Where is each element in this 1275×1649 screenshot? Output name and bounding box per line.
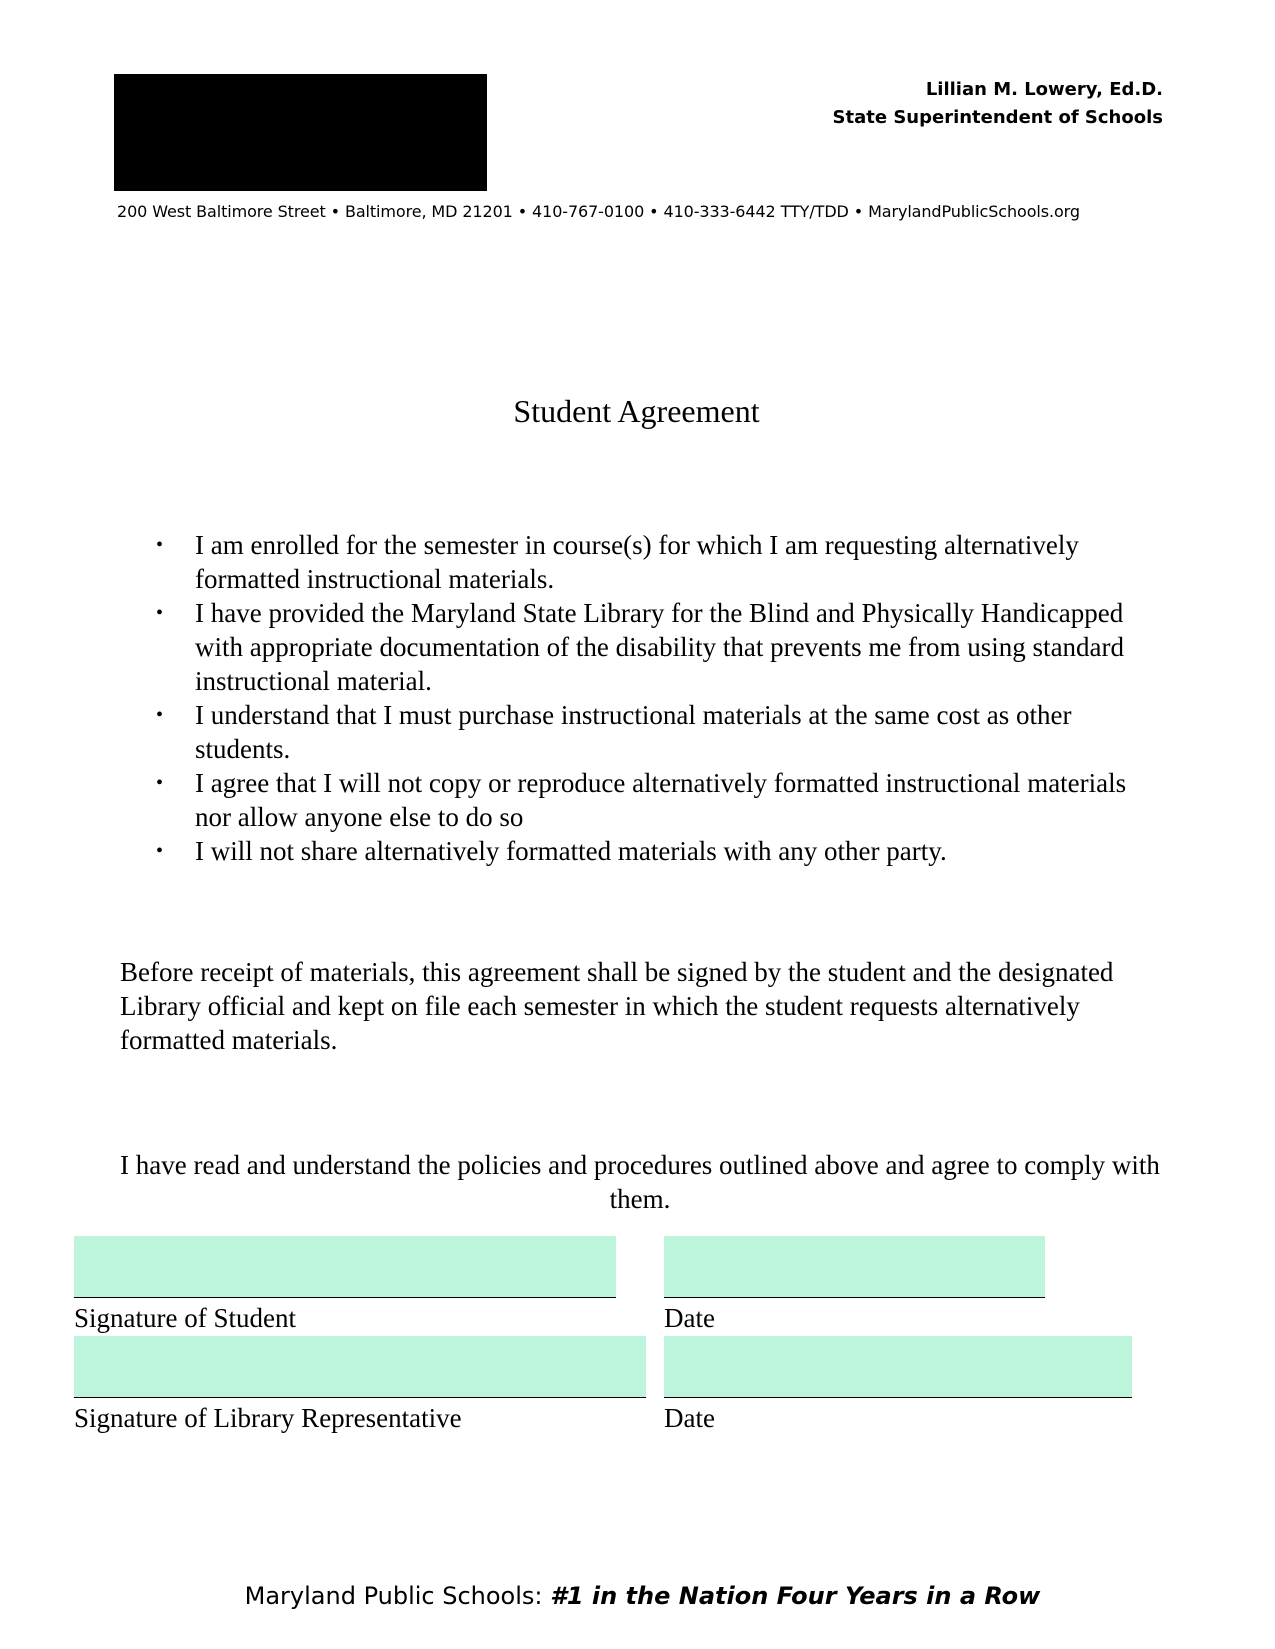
agreement-text: I understand that I must purchase instructional materials at the same cost as other students. xyxy=(195,700,1072,764)
acknowledgement-statement: I have read and understand the policies and procedures outlined above and agree to comply with them. xyxy=(120,1150,1160,1214)
bullet-icon: • xyxy=(156,840,164,862)
library-signature-label: Signature of Library Representative xyxy=(74,1403,462,1433)
student-signature-field[interactable] xyxy=(74,1236,616,1298)
agreement-item xyxy=(156,596,1156,698)
superintendent-block xyxy=(833,76,1163,132)
library-date-label: Date xyxy=(664,1403,715,1433)
agreement-item xyxy=(156,528,1156,596)
library-date-field[interactable] xyxy=(664,1336,1132,1398)
document-title-text: Student Agreement xyxy=(513,393,760,429)
footer-motto-emphasis: #1 in the Nation Four Years in a Row xyxy=(550,1582,1041,1610)
agreement-text: I have provided the Maryland State Library for the Blind and Physically Handicapped with appropriate documentation of the disability that prevents me from using standard instructional material. xyxy=(195,598,1125,696)
student-date-field[interactable] xyxy=(664,1236,1045,1298)
superintendent-name: Lillian M. Lowery, Ed.D. xyxy=(925,79,1163,100)
receipt-paragraph: Before receipt of materials, this agreement shall be signed by the student and the designated Library official and kept on file each semester in which the student requests alternatively formatted materials. xyxy=(120,957,1114,1055)
redacted-logo-block xyxy=(114,74,487,191)
agreement-text: I agree that I will not copy or reproduce alternatively formatted instructional materials nor allow anyone else to do so xyxy=(195,768,1127,832)
student-signature-label: Signature of Student xyxy=(74,1303,296,1333)
agreement-text: I am enrolled for the semester in course(s) for which I am requesting alternatively formatted instructional materials. xyxy=(195,530,1079,594)
document-title xyxy=(0,393,1275,430)
bullet-icon: • xyxy=(156,704,164,726)
footer-motto xyxy=(0,1582,1275,1610)
agreement-item xyxy=(156,834,1156,868)
address-line: 200 West Baltimore Street • Baltimore, MD 21201 • 410-767-0100 • 410-333-6442 TTY/TDD • MarylandPublicSchools.org xyxy=(117,202,1080,221)
bullet-icon: • xyxy=(156,772,164,794)
agreement-item xyxy=(156,698,1156,766)
library-signature-field[interactable] xyxy=(74,1336,646,1398)
agreement-list xyxy=(156,528,1156,868)
student-date-label: Date xyxy=(664,1303,715,1333)
agreement-text: I will not share alternatively formatted materials with any other party. xyxy=(195,836,947,866)
bullet-icon: • xyxy=(156,534,164,556)
superintendent-title: State Superintendent of Schools xyxy=(832,107,1163,128)
bullet-icon: • xyxy=(156,602,164,624)
agreement-item xyxy=(156,766,1156,834)
footer-motto-prefix: Maryland Public Schools: xyxy=(244,1582,551,1610)
